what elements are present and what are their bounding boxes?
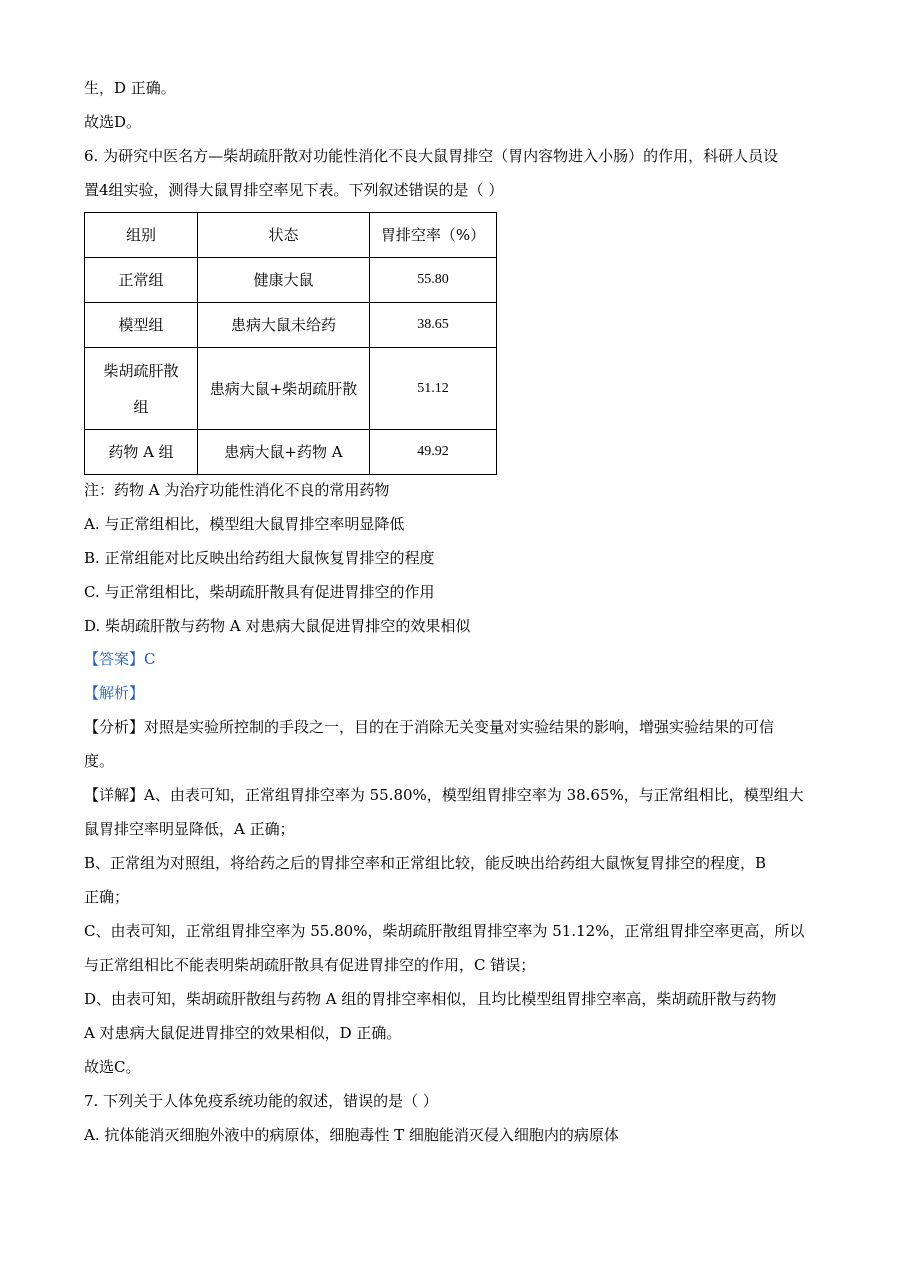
explanation-line: 鼠胃排空率明显降低，A 正确； [84,820,295,838]
text-line: 故选D。 [84,113,142,131]
explanation-line: 【分析】对照是实验所控制的手段之一，目的在于消除无关变量对实验结果的影响，增强实验结果的可信 [84,718,775,736]
table-row [85,303,497,348]
table-cell-rate: 49.92 [370,430,497,475]
table-cell-group [85,348,198,430]
text-line: 生，D 正确。 [84,79,176,97]
explanation-line: C、由表可知，正常组胃排空率为 55.80%，柴胡疏肝散组胃排空率为 51.12%，正常组胃排空率更高，所以 [84,922,805,940]
option-b: B. 正常组能对比反映出给药组大鼠恢复胃排空的程度 [84,549,435,567]
explanation-line: B、正常组为对照组，将给药之后的胃排空率和正常组比较，能反映出给药组大鼠恢复胃排空的程度，B [84,854,767,872]
option-a: A. 与正常组相比，模型组大鼠胃排空率明显降低 [84,515,405,533]
explanation-line: 【详解】A、由表可知，正常组胃排空率为 55.80%，模型组胃排空率为 38.65%，与正常组相比，模型组大 [84,786,804,804]
table-cell-state: 患病大鼠+柴胡疏肝散 [198,348,370,430]
table-cell-state: 患病大鼠未给药 [198,303,370,348]
table-cell-group-line2: 组 [133,397,149,416]
table-header-cell: 状态 [198,213,370,258]
question-6-stem: 6. 为研究中医名方—柴胡疏肝散对功能性消化不良大鼠胃排空（胃内容物进入小肠）的作用，科研人员设 [84,147,779,165]
explanation-line: 度。 [84,752,115,770]
table-cell-group-line1: 柴胡疏肝散 [103,361,179,380]
table-cell-rate: 55.80 [370,258,497,303]
option-c: C. 与正常组相比，柴胡疏肝散具有促进胃排空的作用 [84,583,435,601]
table-header-cell: 组别 [85,213,198,258]
table-cell-group: 模型组 [85,303,198,348]
table-cell-rate: 51.12 [370,348,497,430]
table-header-row [85,213,497,258]
table-cell-rate: 38.65 [370,303,497,348]
table-header-cell: 胃排空率（%） [370,213,497,258]
data-table [84,212,497,475]
question-6-stem-cont: 置4组实验，测得大鼠胃排空率见下表。下列叙述错误的是（ ） [84,181,504,199]
explanation-line: D、由表可知，柴胡疏肝散组与药物 A 组的胃排空率相似，且均比模型组胃排空率高，柴胡疏肝散与药物 [84,990,777,1008]
explanation-line: 与正常组相比不能表明柴胡疏肝散具有促进胃排空的作用，C 错误； [84,956,536,974]
table-cell-group: 正常组 [85,258,198,303]
explanation-line: A 对患病大鼠促进胃排空的效果相似，D 正确。 [84,1024,402,1042]
table-cell-state: 健康大鼠 [198,258,370,303]
table-row [85,348,497,430]
question-7-stem: 7. 下列关于人体免疫系统功能的叙述，错误的是（ ） [84,1092,438,1110]
table-note: 注：药物 A 为治疗功能性消化不良的常用药物 [84,481,390,499]
table-cell-state: 患病大鼠+药物 A [198,430,370,475]
explanation-line: 正确； [84,888,130,906]
table-row [85,258,497,303]
analysis-label: 【解析】 [84,684,145,702]
question-7-option-a: A. 抗体能消灭细胞外液中的病原体，细胞毒性 T 细胞能消灭侵入细胞内的病原体 [84,1126,619,1144]
table-cell-group: 药物 A 组 [85,430,198,475]
table-row [85,430,497,475]
answer-label: 【答案】C [84,650,156,668]
option-d: D. 柴胡疏肝散与药物 A 对患病大鼠促进胃排空的效果相似 [84,617,471,635]
explanation-line: 故选C。 [84,1058,141,1076]
